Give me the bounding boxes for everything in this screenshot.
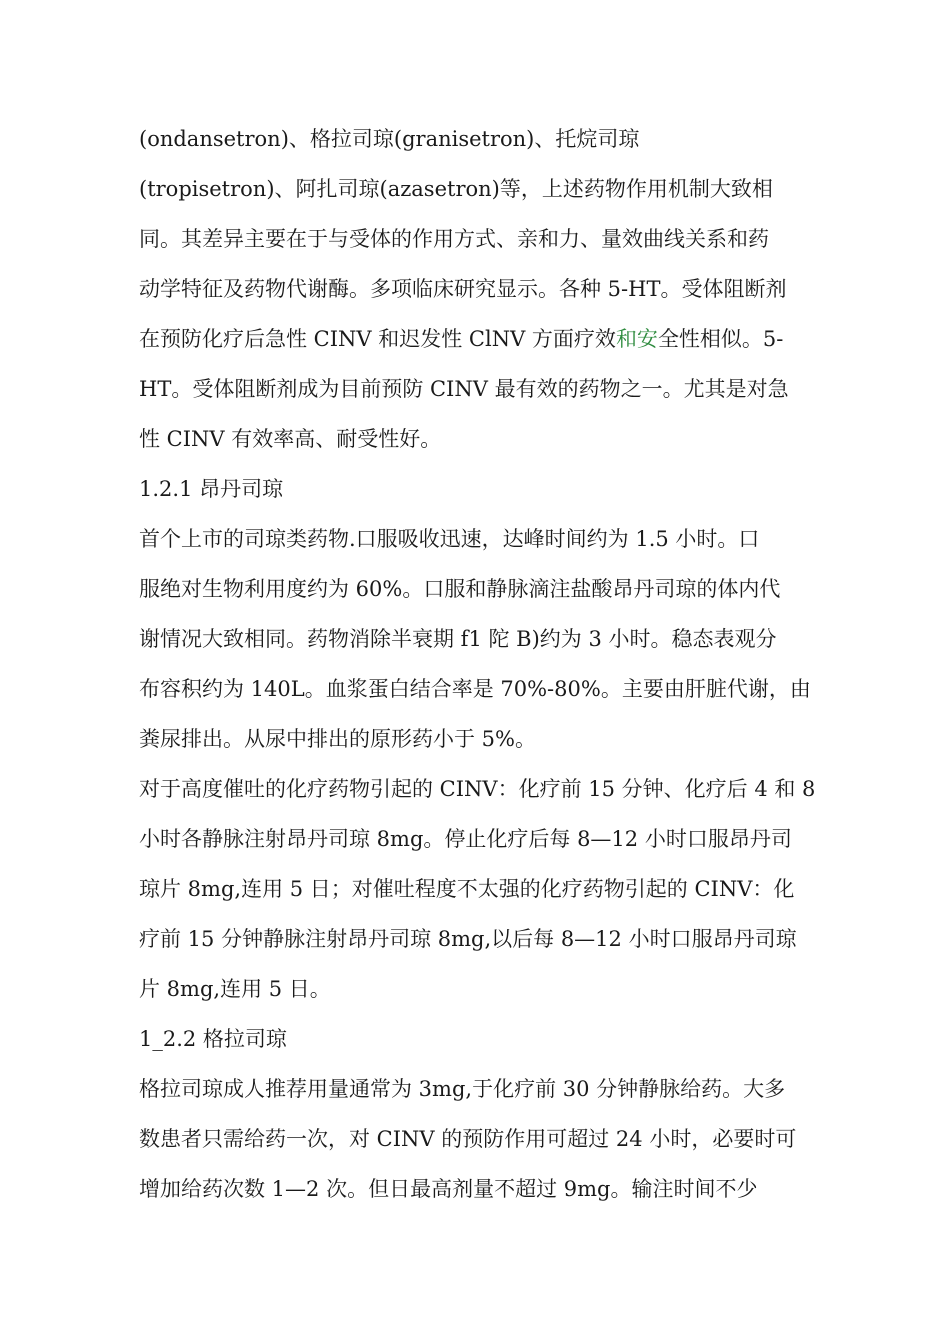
text-line: 疗前 15 分钟静脉注射昂丹司琼 8mg,以后每 8—12 小时口服昂丹司琼 bbox=[139, 927, 797, 951]
text-line: HT。受体阻断剂成为目前预防 CINV 最有效的药物之一。尤其是对急 bbox=[139, 377, 789, 401]
text-line: 数患者只需给药一次，对 CINV 的预防作用可超过 24 小时，必要时可 bbox=[139, 1127, 797, 1151]
document-body bbox=[139, 114, 829, 1214]
text-line: 片 8mg,连用 5 日。 bbox=[139, 977, 331, 1001]
text-line: 同。其差异主要在于与受体的作用方式、亲和力、量效曲线关系和药 bbox=[139, 227, 769, 251]
text-line: (tropisetron)、阿扎司琼(azasetron)等，上述药物作用机制大致相 bbox=[139, 177, 773, 201]
text-segment: 在预防化疗后急性 CINV 和迟发性 ClNV 方面疗效 bbox=[139, 327, 616, 351]
text-line bbox=[139, 314, 829, 364]
text-segment: 全性相似。5- bbox=[657, 327, 784, 351]
text-line: 小时各静脉注射昂丹司琼 8mg。停止化疗后每 8—12 小时口服昂丹司 bbox=[139, 827, 792, 851]
text-line: 对于高度催吐的化疗药物引起的 CINV：化疗前 15 分钟、化疗后 4 和 8 bbox=[139, 777, 816, 801]
text-line: 琼片 8mg,连用 5 日；对催吐程度不太强的化疗药物引起的 CINV：化 bbox=[139, 877, 795, 901]
text-line: 增加给药次数 1—2 次。但日最高剂量不超过 9mg。输注时间不少 bbox=[139, 1177, 758, 1201]
text-line: 首个上市的司琼类药物.口服吸收迅速，达峰时间约为 1.5 小时。口 bbox=[139, 527, 760, 551]
text-line: 粪尿排出。从尿中排出的原形药小于 5%。 bbox=[139, 727, 536, 751]
text-line: 布容积约为 140L。血浆蛋白结合率是 70%-80%。主要由肝脏代谢，由 bbox=[139, 677, 811, 701]
text-line: 动学特征及药物代谢酶。多项临床研究显示。各种 5-HT。受体阻断剂 bbox=[139, 277, 787, 301]
section-heading: 1.2.1 昂丹司琼 bbox=[139, 477, 284, 501]
text-line: 谢情况大致相同。药物消除半衰期 f1 陀 B)约为 3 小时。稳态表观分 bbox=[139, 627, 777, 651]
section-heading: 1_2.2 格拉司琼 bbox=[139, 1027, 287, 1051]
highlighted-text: 和安 bbox=[615, 327, 658, 351]
text-line: 服绝对生物利用度约为 60%。口服和静脉滴注盐酸昂丹司琼的体内代 bbox=[139, 577, 781, 601]
text-line: (ondansetron)、格拉司琼(granisetron)、托烷司琼 bbox=[139, 127, 640, 151]
text-line: 性 CINV 有效率高、耐受性好。 bbox=[139, 427, 442, 451]
text-line: 格拉司琼成人推荐用量通常为 3mg,于化疗前 30 分钟静脉给药。大多 bbox=[139, 1077, 786, 1101]
